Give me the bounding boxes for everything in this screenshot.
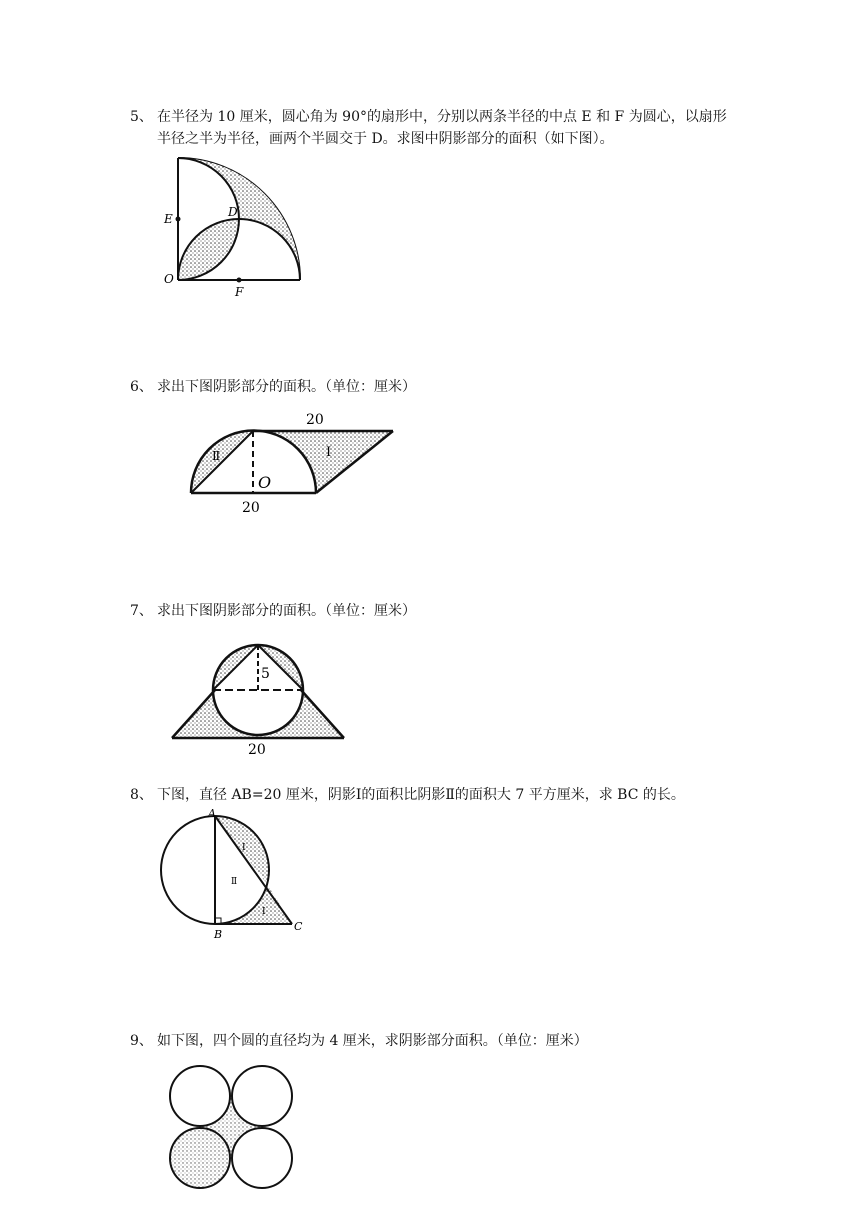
figure-5-quarter-circle — [158, 150, 318, 300]
label-f: F — [235, 285, 244, 299]
label-e: E — [164, 212, 173, 226]
label-region-ii: Ⅱ — [212, 449, 221, 463]
label-d: D — [228, 205, 238, 219]
question-text: 如下图，四个圆的直径均为 4 厘米，求阴影部分面积。（单位：厘米） — [157, 1033, 588, 1049]
label-region-i-lower: Ⅰ — [262, 907, 266, 917]
label-region-i: Ⅰ — [326, 445, 332, 460]
question-6 — [130, 376, 740, 398]
question-number: 5、 — [130, 109, 153, 125]
label-region-i-upper: Ⅰ — [242, 843, 246, 853]
question-9 — [130, 1030, 740, 1052]
figure-7-circle-trapezoid — [168, 640, 352, 760]
label-b: B — [214, 928, 223, 940]
label-bottom-20: 20 — [242, 500, 260, 516]
figure-6-semicircle-parallelogram — [186, 404, 406, 520]
question-number: 7、 — [130, 603, 153, 619]
label-top-20: 20 — [306, 412, 324, 428]
label-c: C — [294, 920, 303, 933]
question-text: 在半径为 10 厘米，圆心角为 90°的扇形中，分别以两条半径的中点 E 和 F 为圆心，以扇形半径之半为半径，画两个半圆交于 D。求图中阴影部分的面积（如下图）。 — [157, 109, 727, 147]
question-number: 9、 — [130, 1033, 153, 1049]
question-text: 下图，直径 AB=20 厘米，阴影Ⅰ的面积比阴影Ⅱ的面积大 7 平方厘米，求 BC 的长。 — [157, 787, 685, 803]
label-region-ii: Ⅱ — [231, 877, 238, 887]
figure-9-four-circles — [162, 1058, 302, 1198]
label-o: O — [164, 272, 174, 286]
label-a: A — [208, 807, 216, 820]
label-o: O — [258, 473, 272, 492]
question-text: 求出下图阴影部分的面积。（单位：厘米） — [157, 603, 416, 619]
question-7 — [130, 600, 740, 622]
figure-8-circle-triangle — [158, 806, 308, 940]
question-number: 6、 — [130, 379, 153, 395]
question-number: 8、 — [130, 787, 153, 803]
label-bottom-20: 20 — [248, 742, 266, 758]
question-text: 求出下图阴影部分的面积。（单位：厘米） — [157, 379, 416, 395]
label-radius-5: 5 — [261, 666, 270, 682]
question-5 — [130, 106, 740, 150]
question-8 — [130, 784, 740, 806]
